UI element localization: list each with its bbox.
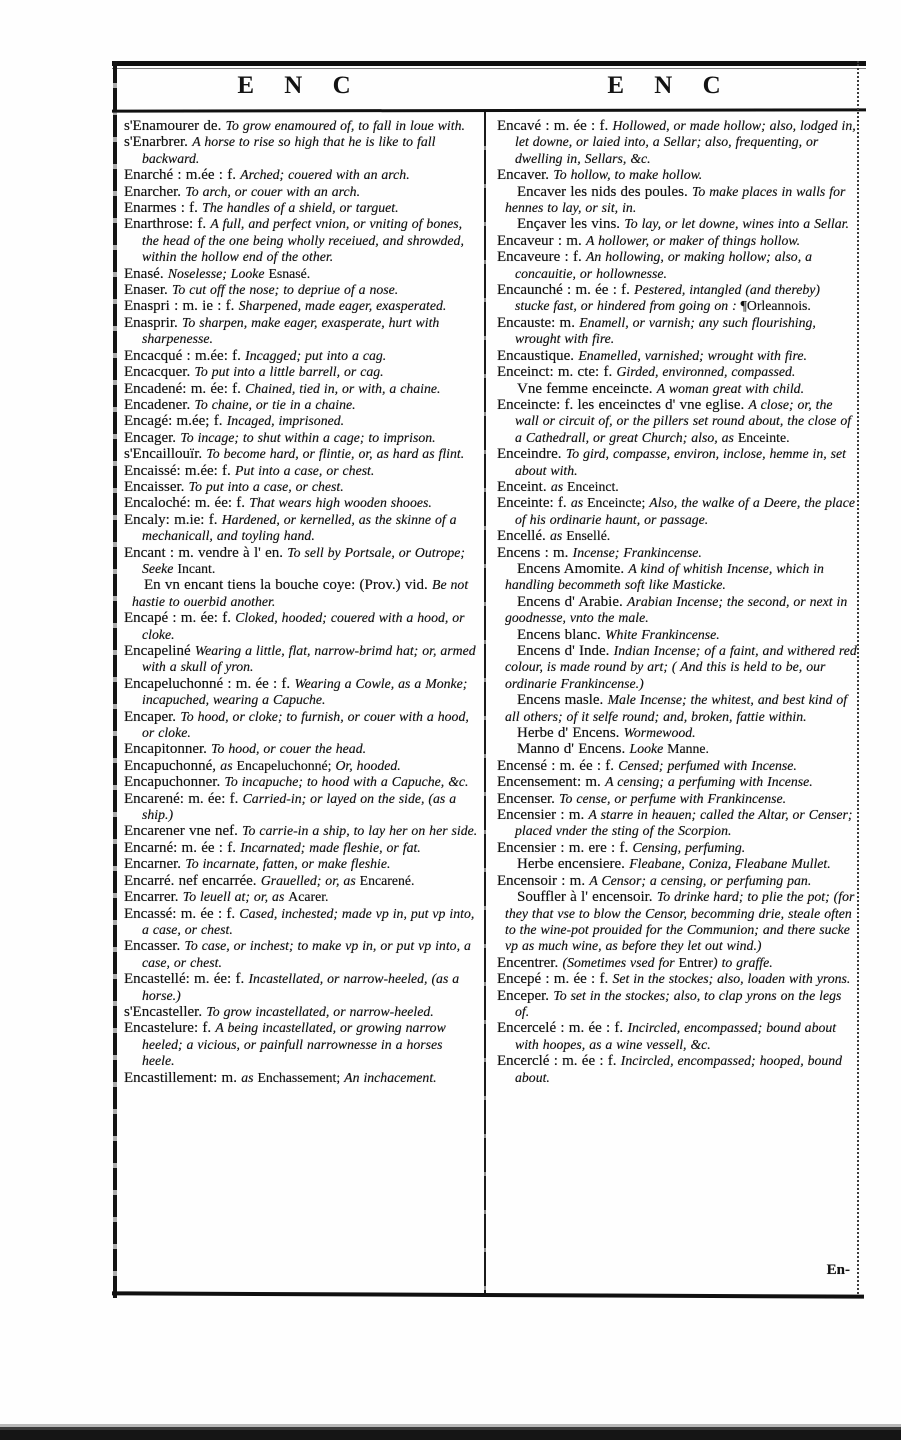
entry-definition: To hood, or cloke; to furnish, or couer with a hood, or cloke. xyxy=(142,708,469,741)
entry-headword: Encellé. xyxy=(497,528,550,545)
entry-definition: ) to graffe. xyxy=(713,954,773,970)
entry-headword: Encacquer. xyxy=(124,364,195,381)
entry-headword: Encavé : m. ée : f. xyxy=(497,118,613,134)
page-left-border xyxy=(113,61,117,1298)
catchword: En- xyxy=(826,1262,850,1278)
dictionary-entry xyxy=(497,791,857,807)
entry-definition: To leuell at; or, as xyxy=(182,889,289,905)
entry-definition: To put into a case, or chest. xyxy=(188,478,344,494)
entry-definition: Indian Incense; of a faint, and withered red colour, is made round by art; ( And this is held to be, our ordinarie Frankincense.) xyxy=(505,643,857,691)
entry-headword: Encensier : m. xyxy=(497,807,589,824)
entry-headword: Encastillement: m. xyxy=(124,1069,242,1086)
entry-crossref: Enceinct. xyxy=(567,478,619,494)
entry-definition: To incapuche; to hood with a Capuche, &c. xyxy=(224,774,469,790)
entry-headword: s'Enarbrer. xyxy=(124,134,193,151)
entry-headword: Encens d' Arabie. xyxy=(517,593,628,610)
dictionary-subentry xyxy=(497,643,857,692)
dictionary-entry xyxy=(124,1070,478,1086)
dictionary-entry xyxy=(124,873,478,889)
entry-definition: To lay, or let downe, wines into a Sellar. xyxy=(624,216,849,232)
dictionary-entry xyxy=(124,479,478,495)
column-left xyxy=(124,118,478,1086)
dictionary-entry xyxy=(497,873,857,889)
entry-definition: To become hard, or flintie, or, as hard as flint. xyxy=(206,446,465,462)
entry-crossref: ¶Orleannois. xyxy=(740,298,811,314)
entry-definition: The handles of a shield, or targuet. xyxy=(202,200,399,216)
entry-definition: Also, the walke of a Deere, the place of his ordinarie haunt, or passage. xyxy=(515,495,855,527)
entry-definition: Incarnated; made fleshie, or fat. xyxy=(240,839,421,855)
dictionary-entry xyxy=(497,167,857,183)
page-right-border xyxy=(857,61,859,1298)
entry-headword: Encensier : m. ere : f. xyxy=(497,839,633,856)
entry-headword: Ençaver les vins. xyxy=(517,216,625,233)
entry-definition: as xyxy=(550,478,568,494)
dictionary-entry xyxy=(497,988,857,1021)
entry-definition: Incastellated, or narrow-heeled, (as a horse.) xyxy=(142,971,460,1003)
dictionary-entry xyxy=(124,791,478,824)
entry-definition: To gird, compasse, environ, inclose, hemme in, set about with. xyxy=(515,446,846,478)
entry-headword: Encadener. xyxy=(124,396,195,413)
entry-headword: s'Encasteller. xyxy=(124,1003,207,1020)
entry-definition: A horse to rise so high that he is like to fall backward. xyxy=(142,134,436,166)
dictionary-entry xyxy=(124,840,478,856)
dictionary-entry xyxy=(124,938,478,971)
entry-crossref: Encapeluchonné; xyxy=(236,757,336,773)
entry-definition: That wears high wooden shooes. xyxy=(249,495,432,511)
bottom-rule xyxy=(112,1291,864,1298)
entry-headword: Enarcher. xyxy=(124,183,186,200)
dictionary-entry xyxy=(124,381,478,397)
entry-definition: Wormewood. xyxy=(623,725,696,741)
entry-headword: Encaper. xyxy=(124,708,181,725)
top-rule-secondary xyxy=(112,68,866,69)
entry-headword: Enceinte: f. xyxy=(497,495,571,512)
entry-headword: Enceint. xyxy=(497,478,551,495)
dictionary-entry xyxy=(124,856,478,872)
entry-headword: Herbe d' Encens. xyxy=(517,725,624,742)
entry-headword: Encarré. nef encarrée. xyxy=(124,872,261,889)
dictionary-entry xyxy=(124,823,478,839)
entry-definition: as xyxy=(570,495,588,511)
dictionary-entry xyxy=(497,495,857,528)
entry-definition: Censing, perfuming. xyxy=(632,839,746,855)
entry-definition: Enamelled, varnished; wrought with fire. xyxy=(578,347,807,363)
entry-crossref: Entrer xyxy=(678,954,714,970)
dictionary-entry xyxy=(497,955,857,971)
entry-definition: as xyxy=(549,528,567,544)
entry-definition: Hardened, or kernelled, as the skinne of a mechanicall, and toyling hand. xyxy=(142,511,457,544)
dictionary-entry xyxy=(124,741,478,757)
entry-headword: En vn encant tiens la bouche coye: (Prov.) vid. xyxy=(144,577,433,594)
dictionary-entry xyxy=(124,184,478,200)
entry-headword: Encaustique. xyxy=(497,347,579,364)
entry-headword: Encacqué : m.ée: f. xyxy=(124,347,246,364)
dictionary-entry xyxy=(497,840,857,856)
dictionary-entry xyxy=(497,545,857,561)
dictionary-subentry xyxy=(497,594,857,627)
entry-headword: Enarché : m.ée : f. xyxy=(124,167,241,184)
entry-headword: Encarné: m. ée : f. xyxy=(124,839,241,856)
dictionary-subentry xyxy=(124,577,478,610)
entry-definition: To cense, or perfume with Frankincense. xyxy=(559,790,787,806)
dictionary-entry xyxy=(497,528,857,544)
dictionary-entry xyxy=(124,545,478,578)
dictionary-entry xyxy=(124,643,478,676)
dictionary-subentry xyxy=(497,627,857,643)
entry-headword: Encaveure : f. xyxy=(497,249,586,266)
dictionary-subentry xyxy=(497,381,857,397)
dictionary-entry xyxy=(124,397,478,413)
dictionary-entry xyxy=(124,758,478,774)
entry-definition: To incarnate, fatten, or make fleshie. xyxy=(185,856,391,872)
dictionary-entry xyxy=(124,298,478,314)
entry-headword: Encaisser. xyxy=(124,478,189,495)
entry-headword: Herbe encensiere. xyxy=(517,856,630,873)
dictionary-entry xyxy=(497,758,857,774)
dictionary-entry xyxy=(497,118,857,167)
dictionary-subentry xyxy=(497,725,857,741)
entry-definition: To grow enamoured of, to fall in loue with. xyxy=(225,118,465,133)
entry-definition: Set in the stockes; also, loaden with yrons. xyxy=(612,971,851,987)
entry-definition: Wearing a Cowle, as a Monke; incapuched, wearing a Capuche. xyxy=(142,675,468,708)
dictionary-subentry xyxy=(497,184,857,217)
entry-definition: To hollow, to make hollow. xyxy=(553,167,703,183)
column-divider xyxy=(484,112,486,1293)
entry-definition: Wearing a little, flat, narrow-brimd hat; or, armed with a skull of yron. xyxy=(142,643,476,675)
entry-definition: To case, or inchest; to make vp in, or put vp into, a case, or chest. xyxy=(142,938,471,970)
entry-definition: Fleabane, Coniza, Fleabane Mullet. xyxy=(629,856,831,872)
entry-headword: Encapitonner. xyxy=(124,741,212,758)
entry-headword: Encentrer. xyxy=(497,954,563,971)
entry-headword: Encaly: m.ie: f. xyxy=(124,511,222,528)
dictionary-entry xyxy=(497,282,857,315)
dictionary-entry xyxy=(124,282,478,298)
entry-definition: To cut off the nose; to depriue of a nose. xyxy=(171,282,399,298)
entry-headword: Encens : m. xyxy=(497,544,573,561)
dictionary-entry xyxy=(124,364,478,380)
entry-headword: Encaissé: m.ée: f. xyxy=(124,462,236,479)
entry-headword: Encapé : m. ée: f. xyxy=(124,610,236,627)
dictionary-entry xyxy=(124,167,478,183)
entry-definition: A woman great with child. xyxy=(656,380,805,396)
dictionary-entry xyxy=(124,134,478,167)
entry-definition: A being incastellated, or growing narrow heeled; a vicious, or painfull narrownesse in a horses heele. xyxy=(142,1020,446,1069)
entry-crossref: Ensellé. xyxy=(566,528,611,544)
dictionary-entry xyxy=(497,249,857,282)
entry-headword: Encenser. xyxy=(497,790,560,807)
entry-headword: Encapeliné xyxy=(124,643,195,659)
entry-headword: Encerclé : m. ée : f. xyxy=(497,1053,621,1070)
entry-headword: s'Enamourer de. xyxy=(124,118,226,134)
dictionary-subentry xyxy=(497,889,857,955)
entry-definition: To grow incastellated, or narrow-heeled. xyxy=(206,1003,434,1019)
entry-definition: A full, and perfect vnion, or vniting of bones, the head of the one being wholly receiued, and shrowded, within the hollow end of the other. xyxy=(142,216,464,265)
entry-definition: An inchacement. xyxy=(344,1069,437,1085)
dictionary-entry xyxy=(124,1004,478,1020)
entry-definition: A censing; a perfuming with Incense. xyxy=(605,774,813,790)
dictionary-entry xyxy=(497,774,857,790)
dictionary-entry xyxy=(124,1020,478,1069)
entry-headword: Encagé: m.ée; f. xyxy=(124,413,227,430)
dictionary-entry xyxy=(497,1053,857,1086)
dictionary-entry xyxy=(124,512,478,545)
dictionary-entry xyxy=(497,971,857,987)
entry-definition: Chained, tied in, or with, a chaine. xyxy=(245,380,441,396)
entry-definition: Incense; Frankincense. xyxy=(572,544,702,560)
entry-headword: Enceinct: m. cte: f. xyxy=(497,364,617,381)
dictionary-entry xyxy=(124,889,478,905)
entry-definition: Cased, inchested; made vp in, put vp into, a case, or chest. xyxy=(142,905,475,937)
entry-headword: Encepé : m. ée : f. xyxy=(497,971,613,988)
entry-crossref: Enceincte; xyxy=(587,495,650,511)
top-rule xyxy=(112,61,866,66)
entry-definition: Put into a case, or chest. xyxy=(235,462,375,478)
entry-crossref: Encarené. xyxy=(359,872,415,888)
dictionary-entry xyxy=(497,446,857,479)
entry-headword: Encensement: m. xyxy=(497,774,606,791)
dictionary-subentry xyxy=(497,741,857,757)
entry-definition: To put into a little barrell, or cag. xyxy=(194,364,384,380)
entry-headword: Enaspri : m. ie : f. xyxy=(124,298,239,315)
dictionary-entry xyxy=(124,216,478,265)
entry-definition: To carrie-in a ship, to lay her on her side. xyxy=(242,823,478,839)
entry-definition: To chaine, or tie in a chaine. xyxy=(194,396,356,412)
entry-definition: White Frankincense. xyxy=(605,626,720,642)
dictionary-subentry xyxy=(497,561,857,594)
entry-headword: Encapuchonné, xyxy=(124,757,221,774)
scan-edge-band xyxy=(0,1424,901,1440)
entry-headword: Enasé. xyxy=(124,265,168,282)
entry-headword: Encassé: m. ée : f. xyxy=(124,905,240,922)
dictionary-entry xyxy=(124,676,478,709)
dictionary-entry xyxy=(124,446,478,462)
entry-definition: as xyxy=(220,757,237,773)
dictionary-entry xyxy=(124,200,478,216)
entry-definition: as xyxy=(241,1069,258,1085)
entry-definition: Grauelled; or, as xyxy=(260,872,360,888)
entry-definition: Arched; couered with an arch. xyxy=(240,167,410,183)
dictionary-entry xyxy=(497,807,857,840)
dictionary-entry xyxy=(124,774,478,790)
entry-headword: Encaver les nids des poules. xyxy=(517,183,692,200)
entry-headword: Encant : m. vendre à l' en. xyxy=(124,544,288,561)
entry-crossref: Enceinte. xyxy=(737,429,790,445)
dictionary-entry xyxy=(124,348,478,364)
entry-headword: Encapuchonner. xyxy=(124,774,225,791)
entry-headword: Enceindre. xyxy=(497,446,566,463)
entry-crossref: Manne. xyxy=(667,741,709,757)
entry-headword: Encadené: m. ée: f. xyxy=(124,380,246,397)
entry-definition: To incage; to shut within a cage; to imprison. xyxy=(180,429,436,445)
entry-headword: Encasser. xyxy=(124,938,185,955)
dictionary-entry xyxy=(497,1020,857,1053)
entry-definition: Enamell, or varnish; any such flourishing, wrought with fire. xyxy=(515,314,816,347)
entry-headword: Enceincte: f. les enceinctes d' vne eglise. xyxy=(497,396,749,413)
entry-headword: Encaunché : m. ée : f. xyxy=(497,282,635,299)
dictionary-entry xyxy=(124,971,478,1004)
entry-definition: Censed; perfumed with Incense. xyxy=(618,757,797,773)
entry-crossref: Esnasé. xyxy=(268,265,311,281)
entry-headword: Encaver. xyxy=(497,167,554,184)
entry-headword: Enaser. xyxy=(124,282,172,299)
entry-definition: To arch, or couer with an arch. xyxy=(185,183,361,199)
entry-definition: Be not hastie to ouerbid another. xyxy=(132,577,469,609)
entry-definition: Looke xyxy=(629,741,668,757)
entry-headword: Encarener vne nef. xyxy=(124,823,243,840)
entry-headword: Enceper. xyxy=(497,987,554,1004)
entry-headword: Enasprir. xyxy=(124,314,182,331)
entry-definition: A close; or, the wall or circuit of, or the pillers set round about, the close of a Cathedrall, or great Church; also, as xyxy=(515,396,852,445)
entry-definition: Incagged; put into a cag. xyxy=(245,347,387,363)
entry-crossref: Enchassement; xyxy=(257,1069,345,1085)
entry-headword: Encarrer. xyxy=(124,889,183,906)
entry-headword: Encens blanc. xyxy=(517,626,606,643)
entry-headword: Souffler à l' encensoir. xyxy=(517,889,657,906)
entry-definition: To sharpen, make eager, exasperate, hurt with sharpenesse. xyxy=(142,314,440,347)
entry-definition: A starre in heauen; called the Altar, or Censer; placed vnder the sting of the Scorpion. xyxy=(515,807,853,839)
header-rule xyxy=(112,108,866,112)
entry-definition: Carried-in; or layed on the side, (as a ship.) xyxy=(142,790,457,823)
dictionary-entry xyxy=(124,906,478,939)
entry-headword: Enarmes : f. xyxy=(124,200,203,217)
dictionary-entry xyxy=(124,463,478,479)
entry-definition: To sell by Portsale, or Outrope; Seeke xyxy=(142,544,466,576)
entry-headword: Encensoir : m. xyxy=(497,872,590,889)
dictionary-entry xyxy=(124,266,478,282)
dictionary-entry xyxy=(497,364,857,380)
entry-headword: Encastelure: f. xyxy=(124,1020,216,1037)
entry-definition: To make places in walls for hennes to lay, or sit, in. xyxy=(505,183,846,216)
entry-headword: Enarthrose: f. xyxy=(124,216,211,233)
entry-definition: Incircled, encompassed; hooped, bound about. xyxy=(515,1053,843,1085)
entry-definition: Girded, environned, compassed. xyxy=(616,364,796,380)
dictionary-subentry xyxy=(497,216,857,232)
entry-headword: Encaloché: m. ée: f. xyxy=(124,495,250,512)
dictionary-subentry xyxy=(497,856,857,872)
entry-headword: Vne femme enceincte. xyxy=(517,380,657,397)
entry-headword: Encapeluchonné : m. ée : f. xyxy=(124,675,295,692)
entry-definition: Incircled, encompassed; bound about with hoopes, as a wine vessell, &c. xyxy=(515,1020,837,1052)
entry-headword: Encensé : m. ée : f. xyxy=(497,757,619,774)
entry-headword: Encarené: m. ée: f. xyxy=(124,790,243,807)
dictionary-entry xyxy=(124,495,478,511)
entry-crossref: Acarer. xyxy=(288,889,329,905)
entry-headword: Encens masle. xyxy=(517,692,608,709)
entry-headword: Encarner. xyxy=(124,856,186,873)
entry-headword: Encastellé: m. ée: f. xyxy=(124,971,249,988)
entry-headword: Encens Amomite. xyxy=(517,560,629,577)
entry-definition: Sharpened, made eager, exasperated. xyxy=(238,298,447,314)
entry-definition: Noselesse; Looke xyxy=(167,265,269,281)
entry-headword: s'Encaillouïr. xyxy=(124,446,207,463)
dictionary-entry xyxy=(124,118,478,134)
dictionary-entry xyxy=(497,233,857,249)
dictionary-entry xyxy=(124,413,478,429)
running-header-right: E N C xyxy=(607,72,733,99)
entry-headword: Encaveur : m. xyxy=(497,232,586,249)
entry-definition: To hood, or couer the head. xyxy=(211,741,367,757)
entry-definition: Pestered, intangled (and thereby) stucke fast, or hindered from going on : xyxy=(515,282,821,314)
entry-headword: Manno d' Encens. xyxy=(517,741,630,758)
column-right xyxy=(497,118,857,1086)
running-header-left: E N C xyxy=(237,72,363,99)
dictionary-entry xyxy=(124,315,478,348)
entry-headword: Encercelé : m. ée : f. xyxy=(497,1020,628,1037)
dictionary-subentry xyxy=(497,692,857,725)
entry-headword: Encauste: m. xyxy=(497,314,580,331)
entry-definition: A Censor; a censing, or perfuming pan. xyxy=(589,872,812,888)
entry-definition: Incaged, imprisoned. xyxy=(226,413,345,429)
entry-definition: Hollowed, or made hollow; also, lodged in, let downe, or laied into, a Sellar; also, frequenting, or dwelling in, Sellars, &c. xyxy=(515,118,856,166)
entry-definition: To drinke hard; to plie the pot; (for they that vse to blow the Censor, becomming drie, steale often to the wine-pot prouided for the Communion; and there sucke vp as much wine, as before they let out wind.) xyxy=(505,889,855,954)
entry-definition: Or, hooded. xyxy=(335,757,401,773)
dictionary-entry xyxy=(497,479,857,495)
entry-crossref: Incant. xyxy=(177,560,216,576)
dictionary-entry xyxy=(124,610,478,643)
entry-definition: To set in the stockes; also, to clap yrons on the legs of. xyxy=(515,987,842,1019)
dictionary-entry xyxy=(124,430,478,446)
entry-definition: A kind of whitish Incense, which in handling becommeth soft like Masticke. xyxy=(505,560,824,593)
entry-definition: Male Incense; the whitest, and best kind of all others; of it selfe round; and, broken, fattie within. xyxy=(505,692,848,724)
dictionary-entry xyxy=(497,397,857,446)
entry-definition: An hollowing, or making hollow; also, a concauitie, or hollownesse. xyxy=(515,249,813,281)
entry-definition: (Sometimes vsed for xyxy=(562,954,679,970)
entry-definition: A hollower, or maker of things hollow. xyxy=(585,232,801,248)
dictionary-entry xyxy=(124,709,478,742)
entry-headword: Encens d' Inde. xyxy=(517,643,614,659)
dictionary-entry xyxy=(497,315,857,348)
entry-definition: Arabian Incense; the second, or next in goodnesse, vnto the male. xyxy=(505,593,848,626)
entry-definition: Cloked, hooded; couered with a hood, or cloke. xyxy=(142,610,465,642)
dictionary-entry xyxy=(497,348,857,364)
entry-headword: Encager. xyxy=(124,429,181,446)
